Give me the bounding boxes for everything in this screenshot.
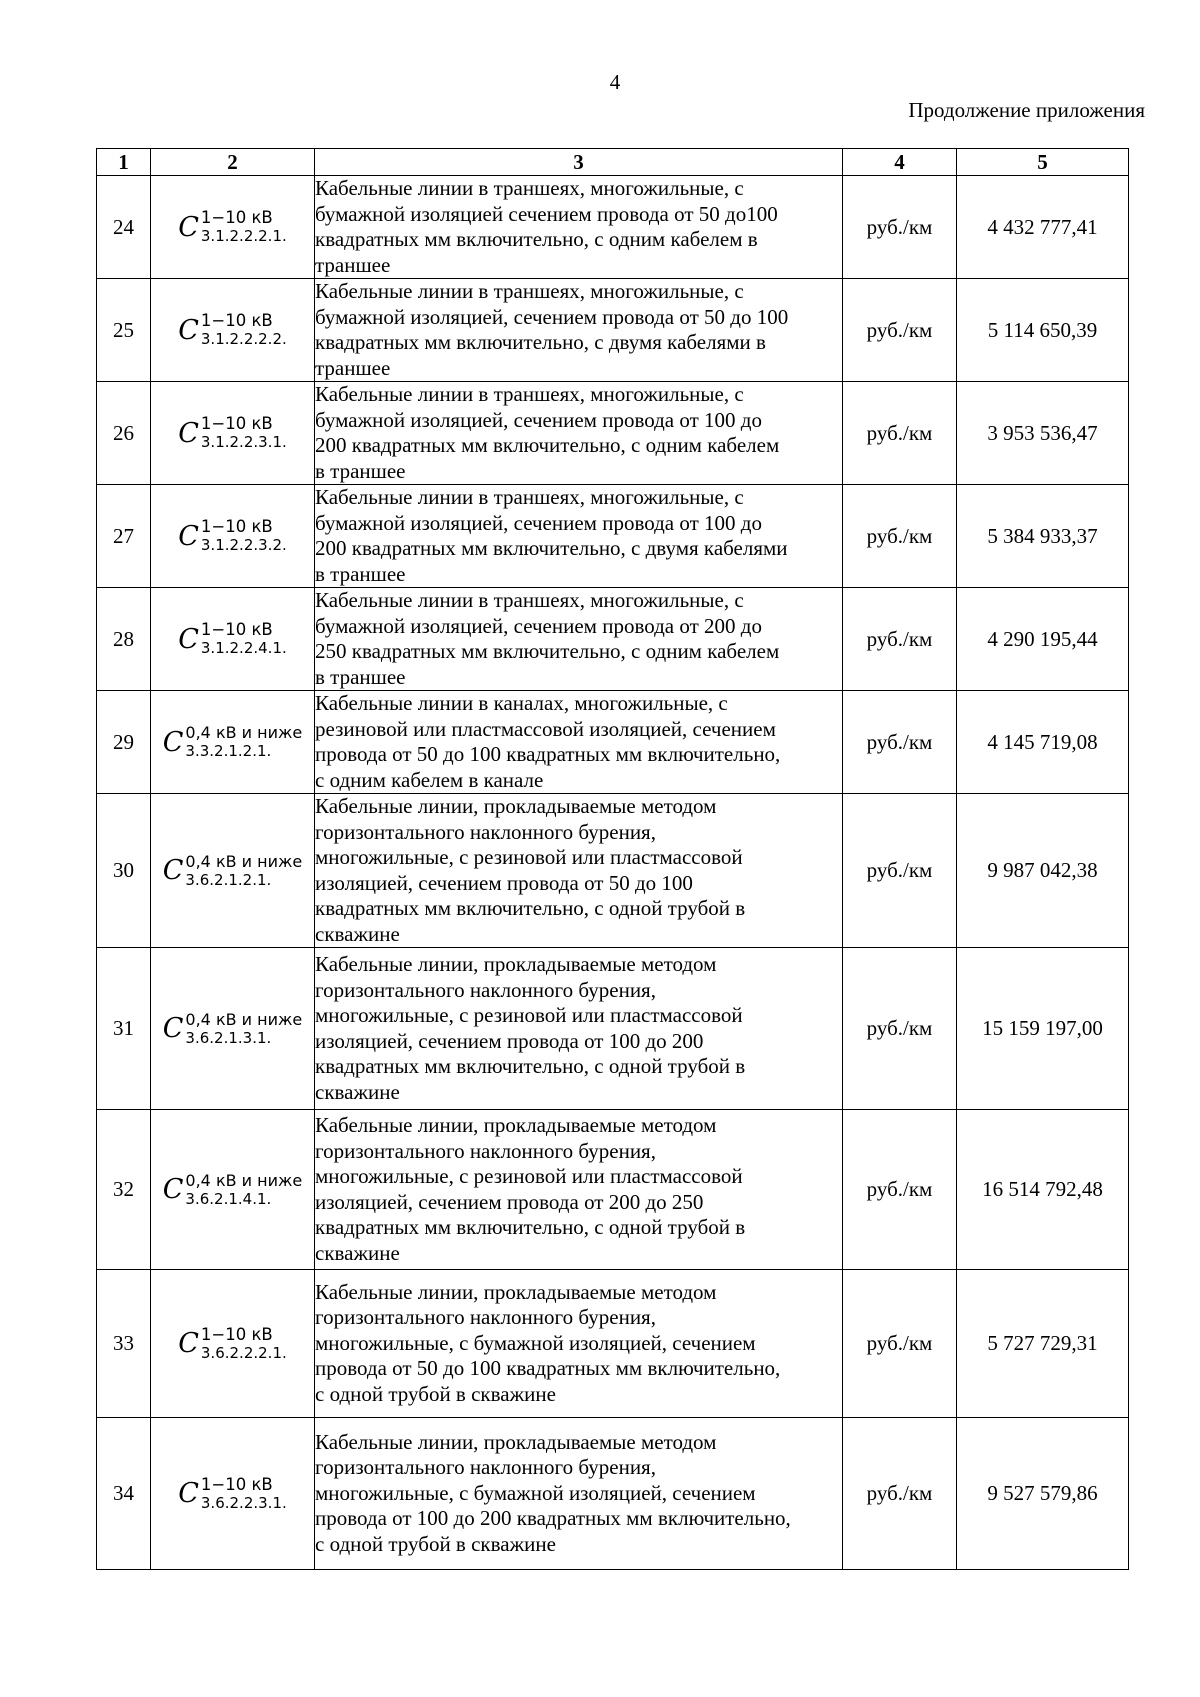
- symbol-subscript: 3.1.2.2.3.1.: [200, 433, 287, 451]
- description-line: бумажной изоляцией, сечением провода от 200 до: [315, 613, 762, 638]
- row-number: 31: [97, 948, 151, 1110]
- description-cell: [315, 1418, 843, 1570]
- description-line: провода от 100 до 200 квадратных мм включительно,: [315, 1506, 791, 1531]
- symbol-subscript: 3.6.2.1.4.1.: [185, 1189, 272, 1208]
- description-line: 200 квадратных мм включительно, с одним кабелем: [315, 433, 780, 457]
- tariff-symbol-cell: [151, 485, 315, 588]
- symbol-subscript: 3.1.2.2.4.1.: [200, 639, 287, 657]
- description-cell: [315, 485, 843, 588]
- symbol-superscript: 0,4 кВ и ниже: [185, 1170, 303, 1190]
- description-line: скважине: [315, 1240, 400, 1265]
- symbol-superscript: 1−10 кВ: [200, 1324, 273, 1344]
- unit-cell: руб./км: [843, 588, 957, 691]
- symbol-superscript: 1−10 кВ: [200, 1474, 273, 1494]
- tariff-symbol: [178, 415, 287, 451]
- tariff-symbol-cell: [151, 279, 315, 382]
- description-line: Кабельные линии, прокладываемые методом: [315, 1279, 717, 1304]
- table-row: [97, 485, 1129, 588]
- description-cell: [315, 691, 843, 794]
- table-row: [97, 691, 1129, 794]
- symbol-letter: C: [162, 1174, 184, 1205]
- symbol-subscript: 3.1.2.2.2.1.: [200, 227, 287, 245]
- description-line: многожильные, с бумажной изоляцией, сечением: [315, 1330, 756, 1355]
- symbol-subscript: 3.1.2.2.2.2.: [200, 330, 287, 348]
- description-line: Кабельные линии, прокладываемые методом: [315, 794, 717, 818]
- tariff-symbol-cell: [151, 1270, 315, 1418]
- description-line: горизонтального наклонного бурения,: [315, 1455, 656, 1480]
- description-line: квадратных мм включительно, с одной трубой в: [315, 1215, 746, 1239]
- header-row: [97, 149, 1129, 176]
- description-line: с одной трубой в скважине: [315, 1531, 556, 1556]
- description-line: Кабельные линии в траншеях, многожильные, с: [315, 176, 744, 200]
- description-cell: [315, 279, 843, 382]
- tariff-symbol: [163, 724, 303, 760]
- row-number: 33: [97, 1270, 151, 1418]
- row-number: 25: [97, 279, 151, 382]
- description-line: Кабельные линии в траншеях, многожильные, с: [315, 279, 744, 303]
- description-line: в траншее: [315, 664, 406, 689]
- description-line: бумажной изоляцией, сечением провода от 100 до: [315, 407, 762, 432]
- row-number: 30: [97, 794, 151, 948]
- table-row: [97, 948, 1129, 1110]
- symbol-superscript: 0,4 кВ и ниже: [185, 851, 303, 871]
- description-line: провода от 50 до 100 квадратных мм включительно,: [315, 742, 781, 766]
- symbol-letter: C: [178, 211, 199, 243]
- description-line: квадратных мм включительно, с одной трубой в: [315, 1054, 746, 1078]
- unit-cell: руб./км: [843, 1270, 957, 1418]
- unit-cell: руб./км: [843, 691, 957, 794]
- price-cell: 5 727 729,31: [957, 1270, 1129, 1418]
- row-number: 32: [97, 1110, 151, 1270]
- tariff-symbol: [178, 518, 287, 554]
- symbol-superscript: 0,4 кВ и ниже: [185, 1009, 303, 1029]
- description-line: в траншее: [315, 561, 406, 586]
- description-line: многожильные, с резиновой или пластмассовой: [315, 845, 743, 869]
- price-cell: 3 953 536,47: [957, 382, 1129, 485]
- header-cell-4: 4: [843, 149, 957, 176]
- description-line: бумажной изоляцией, сечением провода от 100 до: [315, 510, 762, 535]
- symbol-superscript: 1−10 кВ: [200, 620, 273, 639]
- description-line: 250 квадратных мм включительно, с одним кабелем: [315, 639, 780, 663]
- description-line: многожильные, с резиновой или пластмассовой: [315, 1003, 743, 1027]
- description-line: скважине: [315, 921, 400, 946]
- description-line: бумажной изоляцией сечением провода от 50 до100: [315, 201, 778, 226]
- price-cell: 4 145 719,08: [957, 691, 1129, 794]
- symbol-subscript: 3.1.2.2.3.2.: [200, 536, 287, 554]
- header-cell-1: 1: [97, 149, 151, 176]
- description-line: с одним кабелем в канале: [315, 767, 544, 792]
- tariff-symbol-cell: [151, 1110, 315, 1270]
- description-line: Кабельные линии в траншеях, многожильные, с: [315, 485, 744, 509]
- tariff-table: [96, 148, 1129, 1570]
- description-line: Кабельные линии в траншеях, многожильные, с: [315, 382, 744, 406]
- page-number: 4: [609, 70, 621, 94]
- symbol-superscript: 1−10 кВ: [200, 414, 273, 433]
- description-line: провода от 50 до 100 квадратных мм включительно,: [315, 1356, 781, 1381]
- description-line: горизонтального наклонного бурения,: [315, 977, 656, 1002]
- tariff-symbol: [178, 209, 287, 245]
- price-cell: 16 514 792,48: [957, 1110, 1129, 1270]
- tariff-symbol-cell: [151, 948, 315, 1110]
- price-cell: 4 290 195,44: [957, 588, 1129, 691]
- row-number: 28: [97, 588, 151, 691]
- description-line: Кабельные линии, прокладываемые методом: [315, 1429, 717, 1454]
- table-row: [97, 588, 1129, 691]
- symbol-superscript: 1−10 кВ: [200, 311, 273, 330]
- header-cell-2: 2: [151, 149, 315, 176]
- symbol-letter: C: [178, 314, 199, 346]
- description-line: траншее: [315, 252, 391, 277]
- description-cell: [315, 588, 843, 691]
- price-cell: 9 987 042,38: [957, 794, 1129, 948]
- description-cell: [315, 794, 843, 948]
- header-cell-5: 5: [957, 149, 1129, 176]
- row-number: 26: [97, 382, 151, 485]
- price-cell: 4 432 777,41: [957, 176, 1129, 279]
- description-line: многожильные, с бумажной изоляцией, сечением: [315, 1480, 756, 1505]
- description-cell: [315, 948, 843, 1110]
- unit-cell: руб./км: [843, 279, 957, 382]
- unit-cell: руб./км: [843, 948, 957, 1110]
- description-cell: [315, 1110, 843, 1270]
- table-body: [97, 176, 1129, 1570]
- description-line: скважине: [315, 1079, 400, 1104]
- unit-cell: руб./км: [843, 1110, 957, 1270]
- symbol-letter: C: [178, 520, 199, 552]
- table-row: [97, 1110, 1129, 1270]
- description-line: горизонтального наклонного бурения,: [315, 1138, 656, 1163]
- symbol-subscript: 3.3.2.1.2.1.: [185, 742, 272, 760]
- price-cell: 5 114 650,39: [957, 279, 1129, 382]
- description-line: Кабельные линии в траншеях, многожильные, с: [315, 588, 744, 612]
- row-number: 34: [97, 1418, 151, 1570]
- symbol-subscript: 3.6.2.1.3.1.: [185, 1028, 272, 1047]
- tariff-symbol-cell: [151, 1418, 315, 1570]
- description-line: горизонтального наклонного бурения,: [315, 819, 656, 844]
- symbol-superscript: 1−10 кВ: [200, 208, 273, 227]
- unit-cell: руб./км: [843, 176, 957, 279]
- symbol-letter: C: [162, 726, 184, 758]
- tariff-symbol: [178, 312, 287, 348]
- tariff-symbol-cell: [151, 176, 315, 279]
- description-line: изоляцией, сечением провода от 100 до 200: [315, 1028, 704, 1053]
- description-line: 200 квадратных мм включительно, с двумя кабелями: [315, 536, 788, 560]
- symbol-letter: C: [178, 623, 199, 655]
- description-line: Кабельные линии в каналах, многожильные, с: [315, 691, 728, 715]
- description-line: изоляцией, сечением провода от 50 до 100: [315, 870, 693, 895]
- table-row: [97, 382, 1129, 485]
- tariff-symbol: [178, 621, 287, 657]
- symbol-letter: C: [178, 1478, 199, 1509]
- description-line: бумажной изоляцией, сечением провода от 50 до 100: [315, 304, 789, 329]
- symbol-letter: C: [162, 1013, 184, 1044]
- table-row: [97, 1418, 1129, 1570]
- symbol-letter: C: [178, 1328, 199, 1359]
- description-cell: [315, 382, 843, 485]
- symbol-superscript: 0,4 кВ и ниже: [185, 723, 303, 742]
- symbol-subscript: 3.6.2.2.3.1.: [200, 1493, 287, 1512]
- description-line: Кабельные линии, прокладываемые методом: [315, 952, 717, 976]
- tariff-symbol-cell: [151, 794, 315, 948]
- tariff-symbol: [163, 1011, 303, 1047]
- price-cell: 5 384 933,37: [957, 485, 1129, 588]
- tariff-symbol: [163, 1172, 303, 1208]
- tariff-symbol-cell: [151, 691, 315, 794]
- unit-cell: руб./км: [843, 794, 957, 948]
- symbol-superscript: 1−10 кВ: [200, 517, 273, 536]
- unit-cell: руб./км: [843, 1418, 957, 1570]
- tariff-symbol-cell: [151, 588, 315, 691]
- table-row: [97, 176, 1129, 279]
- header-cell-3: 3: [315, 149, 843, 176]
- description-line: резиновой или пластмассовой изоляцией, сечением: [315, 716, 776, 741]
- description-line: квадратных мм включительно, с одним кабелем в: [315, 227, 758, 251]
- description-line: горизонтального наклонного бурения,: [315, 1305, 656, 1330]
- description-cell: [315, 1270, 843, 1418]
- table-row: [97, 794, 1129, 948]
- symbol-letter: C: [178, 417, 199, 449]
- symbol-letter: C: [162, 855, 184, 886]
- tariff-symbol-cell: [151, 382, 315, 485]
- description-line: с одной трубой в скважине: [315, 1381, 556, 1406]
- continuation-label: Продолжение приложения: [908, 98, 1145, 122]
- description-line: изоляцией, сечением провода от 200 до 250: [315, 1189, 704, 1214]
- symbol-subscript: 3.6.2.1.2.1.: [185, 870, 272, 889]
- tariff-symbol: [178, 1476, 287, 1512]
- price-cell: 15 159 197,00: [957, 948, 1129, 1110]
- description-line: в траншее: [315, 458, 406, 483]
- unit-cell: руб./км: [843, 382, 957, 485]
- description-line: многожильные, с резиновой или пластмассовой: [315, 1164, 743, 1188]
- table-row: [97, 279, 1129, 382]
- row-number: 24: [97, 176, 151, 279]
- row-number: 29: [97, 691, 151, 794]
- description-line: квадратных мм включительно, с одной трубой в: [315, 896, 746, 920]
- row-number: 27: [97, 485, 151, 588]
- description-line: траншее: [315, 355, 391, 380]
- unit-cell: руб./км: [843, 485, 957, 588]
- table-row: [97, 1270, 1129, 1418]
- description-line: Кабельные линии, прокладываемые методом: [315, 1113, 717, 1137]
- tariff-symbol: [163, 853, 303, 889]
- tariff-symbol: [178, 1326, 287, 1362]
- symbol-subscript: 3.6.2.2.2.1.: [200, 1343, 287, 1362]
- price-cell: 9 527 579,86: [957, 1418, 1129, 1570]
- description-line: квадратных мм включительно, с двумя кабелями в: [315, 330, 766, 354]
- description-cell: [315, 176, 843, 279]
